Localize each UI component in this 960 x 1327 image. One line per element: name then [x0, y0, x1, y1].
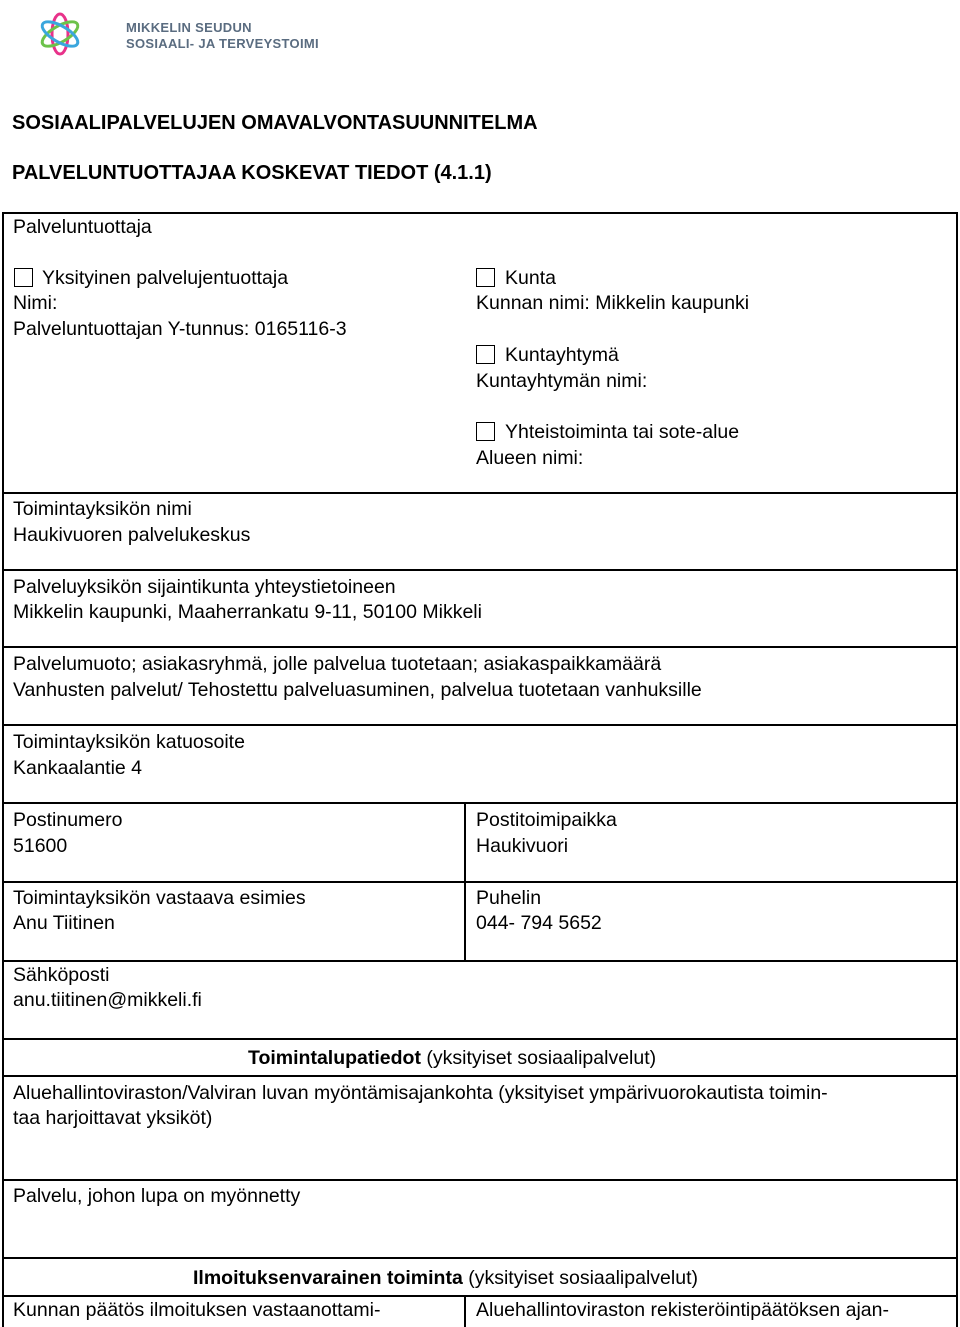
private-provider-option: Yksityinen palvelujentuottaja	[42, 267, 289, 289]
organization-logo	[24, 0, 319, 70]
row-divider	[2, 724, 958, 726]
post-office-value: Haukivuori	[476, 835, 569, 857]
registration-decision-label: Aluehallintoviraston rekisteröintipäätöksen ajan-	[476, 1299, 889, 1321]
row-divider	[2, 1075, 958, 1077]
private-provider-checkbox[interactable]	[14, 268, 33, 287]
row-divider	[2, 1179, 958, 1181]
notification-heading-rest: (yksityiset sosiaalipalvelut)	[462, 1267, 698, 1289]
private-name-label: Nimi:	[13, 292, 58, 314]
row-divider	[2, 492, 958, 494]
table-border-left	[2, 212, 4, 1327]
table-border-top	[2, 212, 958, 214]
street-address-label: Toimintayksikön katuosoite	[13, 731, 245, 753]
row-divider	[2, 1038, 958, 1040]
row-divider	[2, 960, 958, 962]
cooperation-checkbox[interactable]	[476, 422, 495, 441]
provider-ytunnus: Palveluntuottajan Y-tunnus: 0165116-3	[13, 318, 347, 340]
permit-date-label-line-2: taa harjoittavat yksiköt)	[13, 1107, 213, 1129]
row-divider	[2, 881, 958, 883]
consortium-checkbox[interactable]	[476, 345, 495, 364]
street-address-value: Kankaalantie 4	[13, 757, 143, 779]
row-divider	[2, 1295, 958, 1297]
provider-label: Palveluntuottaja	[13, 216, 152, 238]
postal-code-value: 51600	[13, 835, 68, 857]
unit-location-label: Palveluyksikön sijaintikunta yhteystietoineen	[13, 576, 396, 598]
row-divider	[2, 646, 958, 648]
phone-value: 044- 794 5652	[476, 912, 602, 934]
unit-location-value: Mikkelin kaupunki, Maaherrankatu 9-11, 50100 Mikkeli	[13, 601, 482, 623]
flower-logo-icon	[24, 0, 94, 70]
notification-heading	[193, 1266, 698, 1290]
document-title: SOSIAALIPALVELUJEN OMAVALVONTASUUNNITELMA	[12, 112, 538, 134]
municipality-name: Kunnan nimi: Mikkelin kaupunki	[476, 292, 750, 314]
logo-line-2: SOSIAALI- JA TERVEYSTOIMI	[126, 36, 319, 51]
service-form-label: Palvelumuoto; asiakasryhmä, jolle palvelua tuotetaan; asiakaspaikkamäärä	[13, 653, 662, 675]
table-border-right	[956, 212, 958, 1327]
phone-label: Puhelin	[476, 887, 542, 909]
municipal-decision-label: Kunnan päätös ilmoituksen vastaanottami-	[13, 1299, 381, 1321]
logo-line-1: MIKKELIN SEUDUN	[126, 20, 252, 35]
row-divider	[2, 569, 958, 571]
post-office-label: Postitoimipaikka	[476, 809, 617, 831]
manager-label: Toimintayksikön vastaava esimies	[13, 887, 306, 909]
row-divider	[2, 802, 958, 804]
permits-heading-bold: Toimintalupatiedot	[248, 1047, 421, 1069]
permits-heading-rest: (yksityiset sosiaalipalvelut)	[420, 1047, 657, 1069]
notification-heading-bold: Ilmoituksenvarainen toiminta	[193, 1267, 463, 1289]
manager-value: Anu Tiitinen	[13, 912, 115, 934]
email-value: anu.tiitinen@mikkeli.fi	[13, 989, 202, 1011]
unit-name-label: Toimintayksikön nimi	[13, 498, 192, 520]
municipality-checkbox[interactable]	[476, 268, 495, 287]
permitted-service-label: Palvelu, johon lupa on myönnetty	[13, 1185, 301, 1207]
consortium-name: Kuntayhtymän nimi:	[476, 370, 648, 392]
service-form-value: Vanhusten palvelut/ Tehostettu palveluasuminen, palvelua tuotetaan vanhuksille	[13, 679, 702, 701]
consortium-option: Kuntayhtymä	[505, 344, 619, 366]
email-label: Sähköposti	[13, 964, 110, 986]
section-title: PALVELUNTUOTTAJAA KOSKEVAT TIEDOT (4.1.1)	[12, 162, 492, 184]
cooperation-option: Yhteistoiminta tai sote-alue	[505, 421, 740, 443]
municipality-option: Kunta	[505, 267, 556, 289]
permits-heading	[248, 1046, 656, 1070]
unit-name-value: Haukivuoren palvelukeskus	[13, 524, 251, 546]
row-divider	[2, 1257, 958, 1259]
column-divider	[464, 1295, 466, 1327]
cooperation-area-name: Alueen nimi:	[476, 447, 584, 469]
permit-date-label-line-1: Aluehallintoviraston/Valviran luvan myöntämisajankohta (yksityiset ympärivuorokautista toimin-	[13, 1082, 828, 1104]
postal-code-label: Postinumero	[13, 809, 123, 831]
